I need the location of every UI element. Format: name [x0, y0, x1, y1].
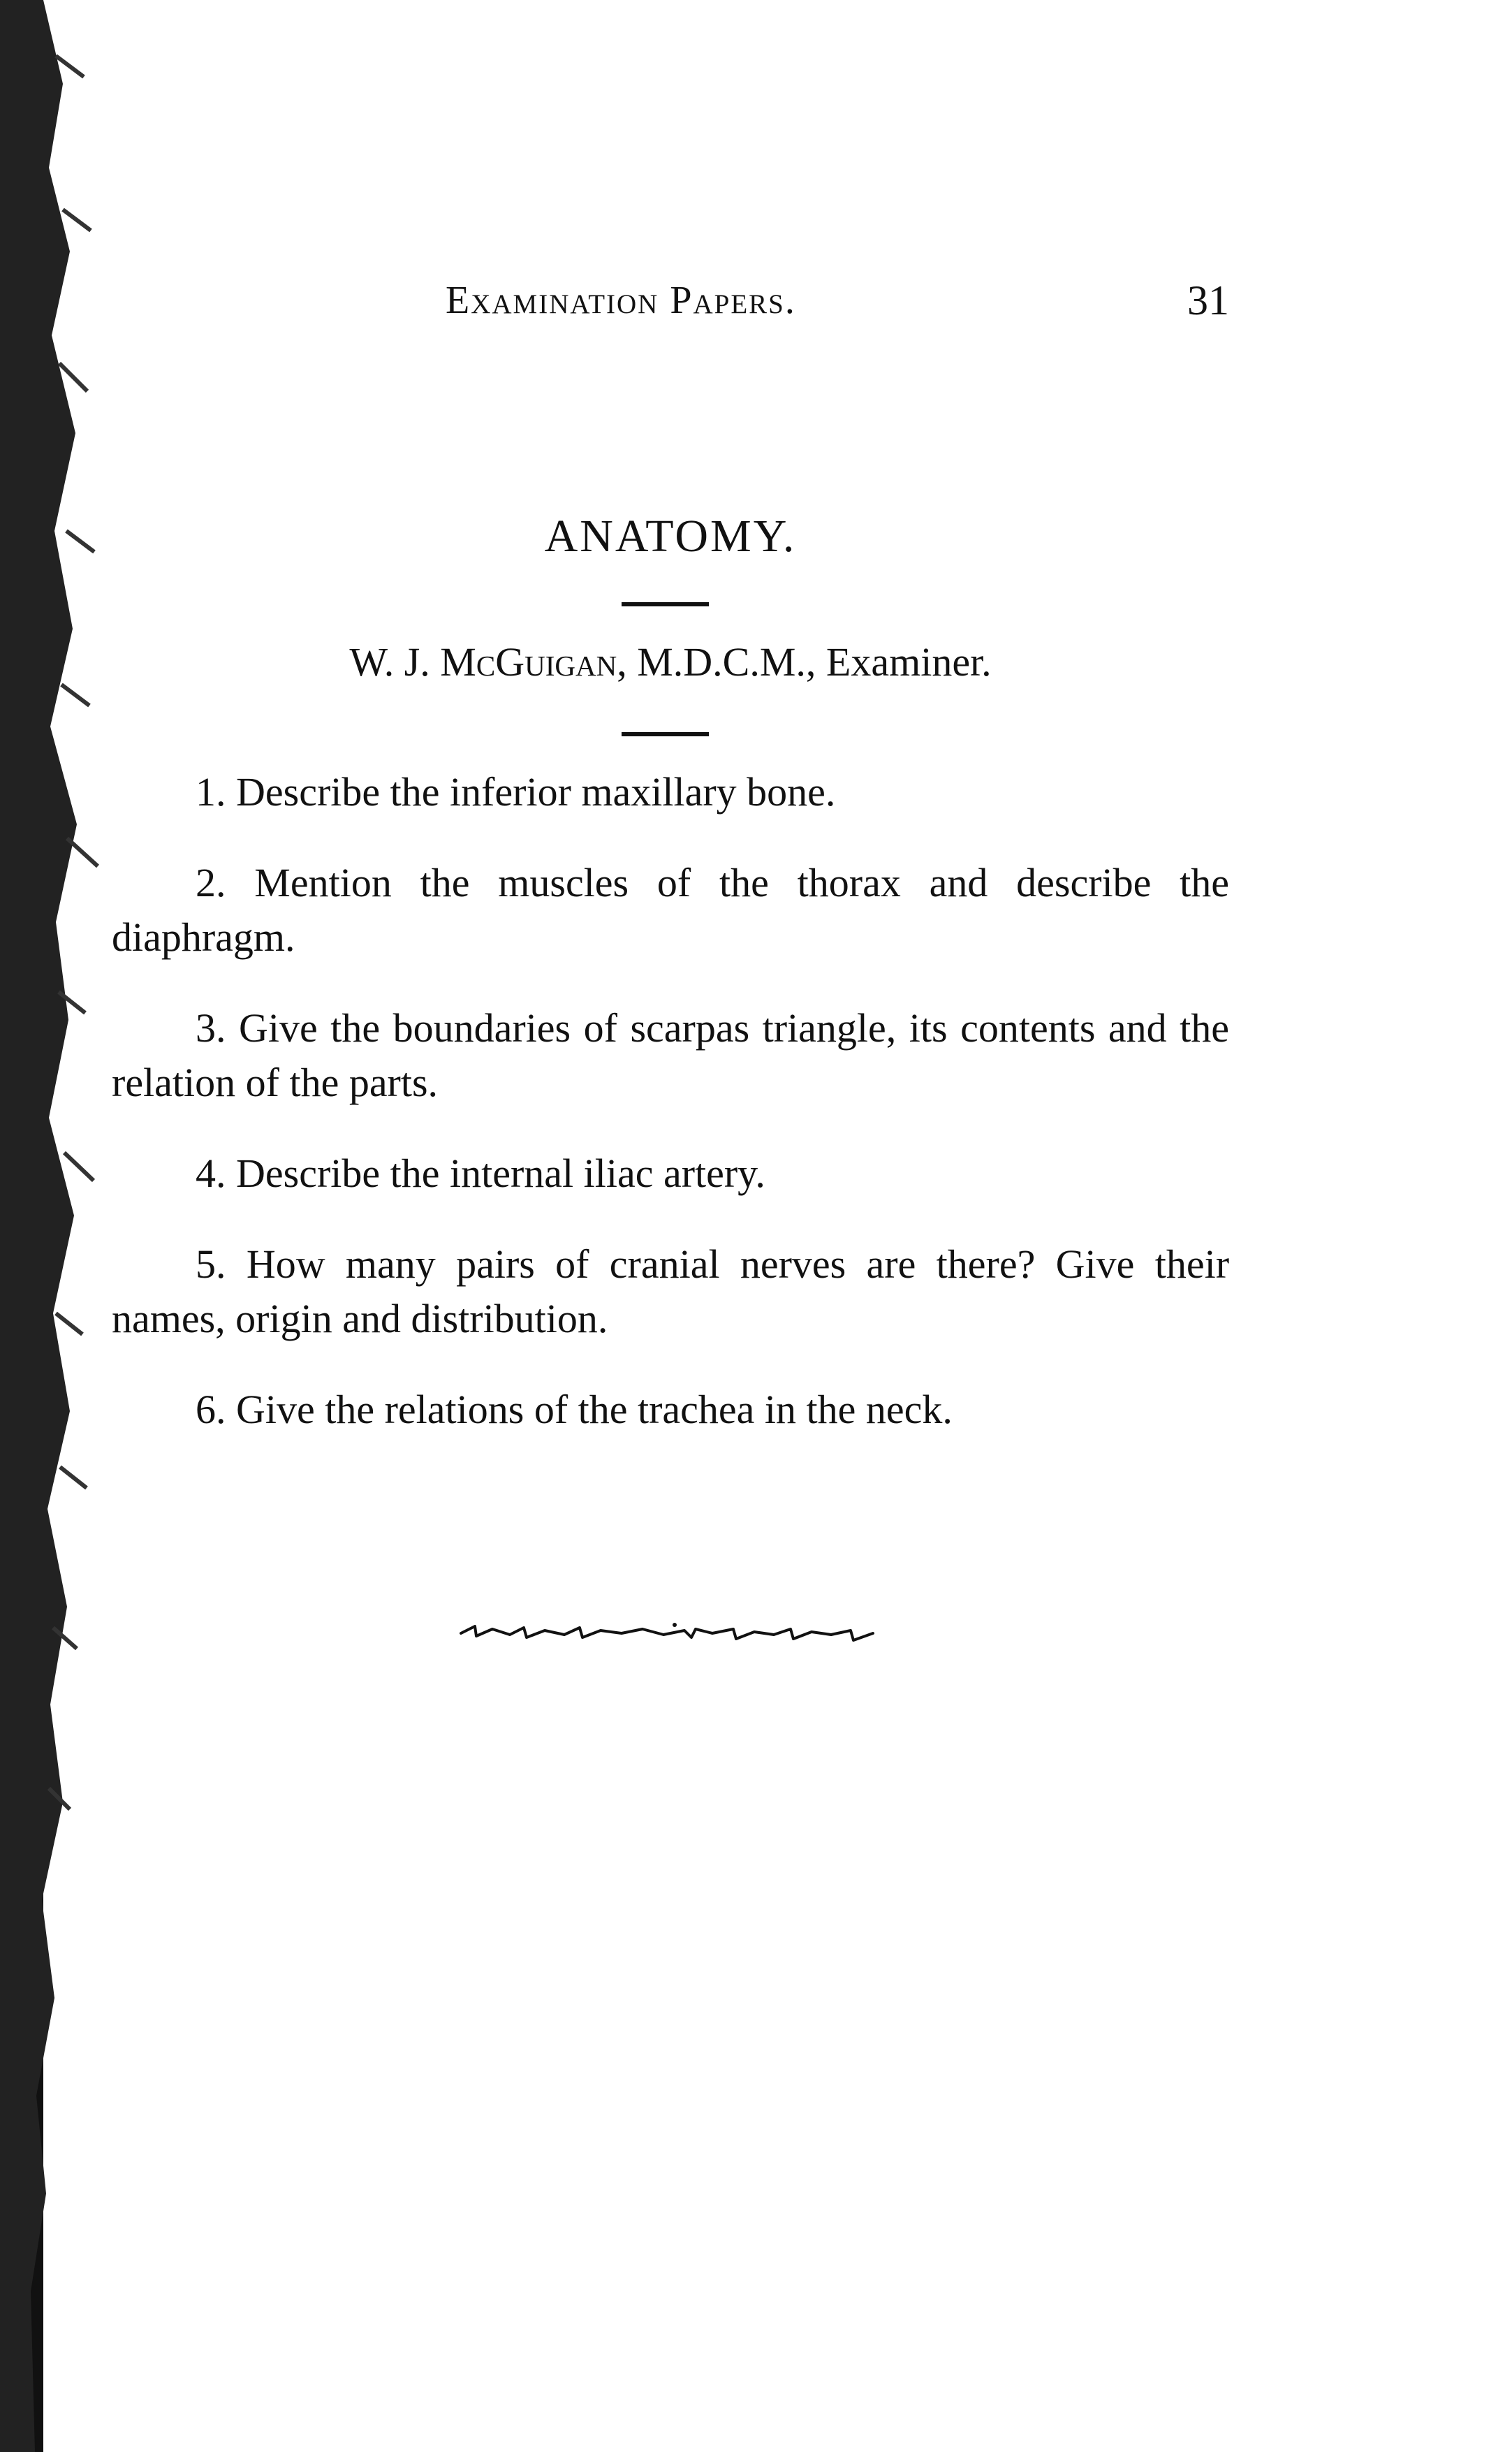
examiner-credentials: M.D.C.M., Examiner. — [637, 639, 992, 685]
running-head — [112, 276, 1229, 325]
title-rule — [622, 602, 709, 606]
question-text: How many pairs of cranial nerves are there? Give their names, origin and distribution. — [112, 1241, 1230, 1341]
question-number: 3. — [196, 1005, 226, 1051]
question-number: 5. — [196, 1241, 226, 1287]
question-list — [112, 765, 1229, 1473]
page-number: 31 — [1187, 277, 1229, 323]
question-item — [112, 1237, 1229, 1346]
question-text: Give the relations of the trachea in the neck. — [236, 1387, 953, 1432]
examiner-rule — [622, 732, 709, 736]
question-number: 4. — [196, 1151, 226, 1196]
question-item — [112, 765, 1229, 819]
examiner-name: W. J. McGuigan, — [349, 639, 627, 685]
book-page — [112, 0, 1229, 2452]
question-item — [112, 1146, 1229, 1201]
question-number: 6. — [196, 1387, 226, 1432]
section-title: ANATOMY. — [544, 511, 797, 562]
question-text: Describe the inferior maxillary bone. — [236, 769, 836, 815]
question-number: 2. — [196, 860, 226, 905]
running-title: Examination Papers. — [446, 279, 796, 322]
question-item — [112, 856, 1229, 965]
question-text: Mention the muscles of the thorax and describe the diaphragm. — [112, 860, 1230, 960]
question-text: Give the boundaries of scarpas triangle, its contents and the relation of the parts. — [112, 1005, 1230, 1105]
question-item — [112, 1382, 1229, 1437]
question-item — [112, 1001, 1229, 1110]
examiner-line — [112, 634, 1229, 690]
ornamental-divider-icon — [454, 1614, 887, 1649]
question-text: Describe the internal iliac artery. — [236, 1151, 765, 1196]
page-binding-edge — [0, 0, 105, 2452]
question-number: 1. — [196, 769, 226, 815]
